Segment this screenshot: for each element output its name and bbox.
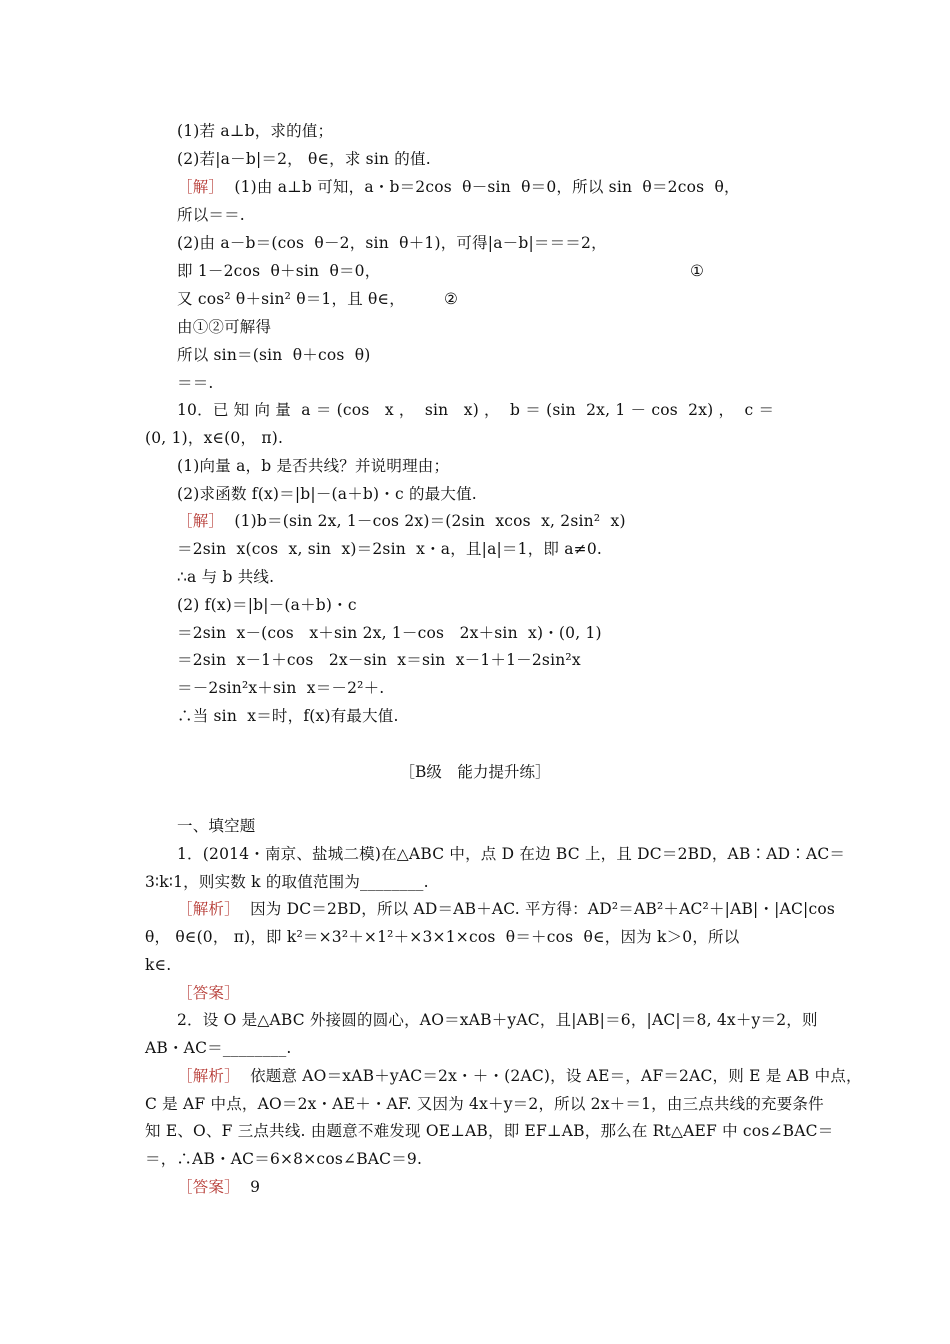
text-line: (0, 1)，x∈(0， π).: [145, 429, 284, 447]
circled-number-2: ②: [444, 290, 458, 308]
text-line: 即 1－2cos θ＋sin θ＝0，: [177, 262, 381, 280]
text-line: ＝－2sin²x＋sin x＝－2²＋.: [177, 679, 385, 697]
text-line: ＝2sin x－(cos x＋sin 2x, 1－cos 2x＋sin x)・(0, 1): [177, 624, 602, 642]
text-line: (1)若 a⊥b，求的值；: [177, 122, 334, 140]
text-line: ＝，∴AB・AC＝6×8×cos∠BAC＝9.: [145, 1150, 423, 1168]
text-line: ∴当 sin x＝时，f(x)有最大值.: [177, 707, 399, 725]
circled-number-1: ①: [690, 262, 704, 280]
solution-tag: ［解］: [177, 178, 225, 196]
solution-line: ［解］ (1)由 a⊥b 可知，a・b＝2cos θ－sin θ＝0，所以 sin θ＝2cos θ，: [177, 178, 740, 196]
solution-tag: ［解］: [177, 512, 225, 530]
text-line: 又 cos² θ＋sin² θ＝1，且 θ∈，: [177, 290, 405, 308]
text-line: ＝＝.: [177, 374, 214, 392]
text-line: 3∶k∶1，则实数 k 的取值范围为________.: [145, 873, 429, 891]
text-line: C 是 AF 中点，AO＝2x・AE＋・AF. 又因为 4x＋y＝2，所以 2x＋＝1，由三点共线的充要条件: [145, 1095, 824, 1113]
answer-line: ［答案］ 9: [177, 1178, 261, 1196]
text-line: θ， θ∈(0， π)，即 k²＝×3²＋×1²＋×3×1×cos θ＝＋cos θ∈，因为 k＞0，所以: [145, 928, 740, 946]
text-line: 由①②可解得: [177, 318, 272, 336]
text-line: (2) f(x)＝|b|－(a＋b)・c: [177, 596, 357, 614]
text-line: (1)向量 a，b 是否共线？并说明理由；: [177, 457, 450, 475]
text-line: (2)若|a－b|＝2， θ∈，求 sin 的值.: [177, 150, 431, 168]
text-line: ∴a 与 b 共线.: [177, 568, 275, 586]
text-line: 知 E、O、F 三点共线. 由题意不难发现 OE⊥AB，即 EF⊥AB，那么在 Rt△AEF 中 cos∠BAC＝: [145, 1122, 834, 1140]
problem-1-line: 1．(2014・南京、盐城二模)在△ABC 中，点 D 在边 BC 上，且 DC＝2BD，AB∶AD∶AC＝: [177, 845, 846, 863]
solution-line: ［解］ (1)b＝(sin 2x, 1－cos 2x)＝(2sin xcos x, 2sin² x): [177, 512, 626, 530]
text-line: (2)由 a－b＝(cos θ－2，sin θ＋1)，可得|a－b|＝＝＝2，: [177, 234, 607, 252]
analysis-line: ［解析］ 因为 DC＝2BD，所以 AD＝AB＋AC. 平方得：AD²＝AB²＋AC²＋|AB|・|AC|cos: [177, 900, 836, 918]
section-heading: ［B级 能力提升练］: [399, 763, 551, 781]
text-line: 所以＝＝.: [177, 206, 245, 224]
problem-10-line: 10．已 知 向 量 a ＝ (cos x ， sin x) ， b ＝ (sin 2x, 1 － cos 2x) ， c ＝: [177, 401, 775, 419]
analysis-tag: ［解析］: [177, 1067, 240, 1085]
part-title: 一、填空题: [177, 817, 256, 835]
text-line: 所以 sin＝(sin θ＋cos θ): [177, 346, 371, 364]
text-line: (2)求函数 f(x)＝|b|－(a＋b)・c 的最大值.: [177, 485, 477, 503]
answer-tag: ［答案］: [177, 984, 240, 1002]
text-line: ＝2sin x(cos x, sin x)＝2sin x・a，且|a|＝1，即 a≠0.: [177, 540, 603, 558]
answer-line: [177, 982, 815, 1004]
analysis-line: ［解析］ 依题意 AO＝xAB＋yAC＝2x・＋・(2AC)，设 AE＝，AF＝2AC，则 E 是 AB 中点，: [177, 1067, 862, 1085]
answer-tag: ［答案］: [177, 1178, 240, 1196]
text-line: ＝2sin x－1＋cos 2x－sin x＝sin x－1＋1－2sin²x: [177, 651, 581, 669]
text-line: k∈.: [145, 956, 172, 974]
text-line: AB・AC＝________.: [145, 1039, 292, 1057]
problem-2-line: 2．设 O 是△ABC 外接圆的圆心，AO＝xAB＋yAC，且|AB|＝6，|AC|＝8, 4x＋y＝2，则: [177, 1011, 818, 1029]
analysis-tag: ［解析］: [177, 900, 240, 918]
